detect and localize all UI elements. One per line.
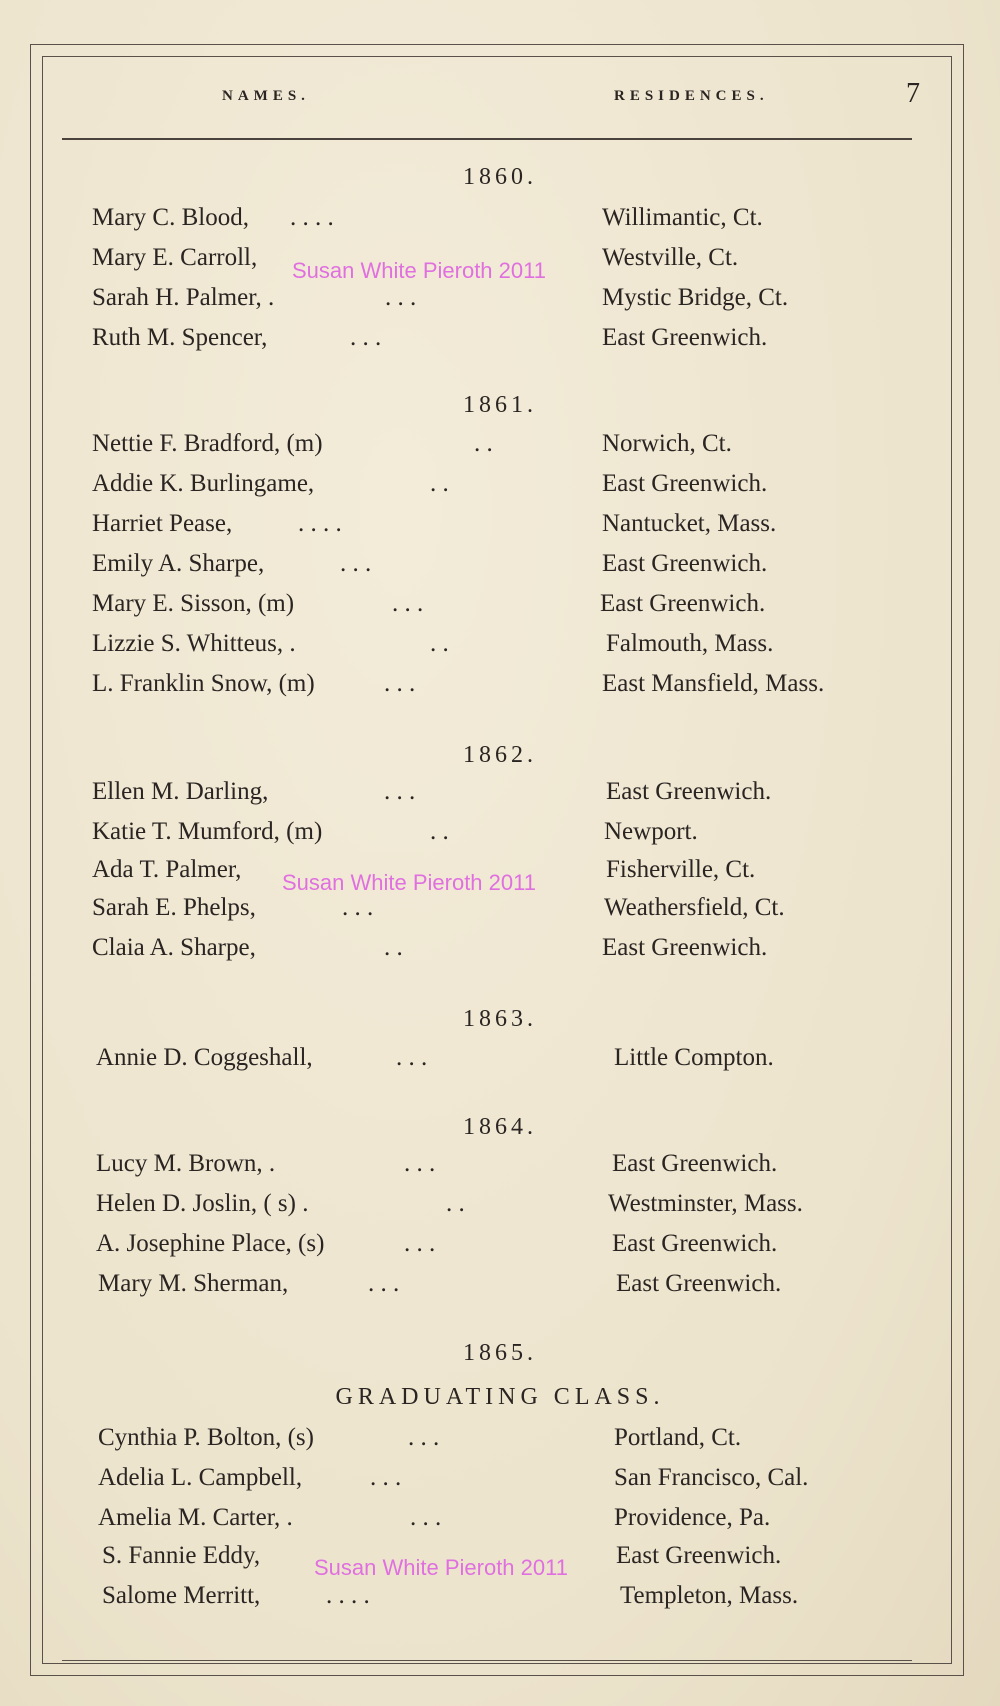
student-name: Nettie F. Bradford, (m) bbox=[92, 430, 323, 457]
leader-dots: . . . bbox=[404, 1150, 436, 1177]
leader-dots: . . bbox=[430, 818, 449, 845]
table-row bbox=[0, 1464, 1000, 1500]
residence: East Greenwich. bbox=[606, 778, 772, 805]
table-row bbox=[0, 894, 1000, 930]
table-row bbox=[0, 1582, 1000, 1618]
student-name: Ruth M. Spencer, bbox=[92, 324, 268, 351]
residence: Portland, Ct. bbox=[614, 1424, 742, 1451]
bottom-rule bbox=[62, 1660, 912, 1661]
student-name: Mary E. Sisson, (m) bbox=[92, 590, 295, 617]
leader-dots: . . . . bbox=[326, 1582, 370, 1609]
residence: East Mansfield, Mass. bbox=[602, 670, 825, 697]
leader-dots: . . . bbox=[384, 670, 416, 697]
leader-dots: . . . bbox=[392, 590, 424, 617]
residence: East Greenwich. bbox=[602, 934, 768, 961]
table-row bbox=[0, 590, 1000, 626]
residence: Newport. bbox=[604, 818, 698, 845]
student-name: Mary E. Carroll, bbox=[92, 244, 258, 271]
table-row bbox=[0, 1504, 1000, 1540]
student-name: Emily A. Sharpe, bbox=[92, 550, 265, 577]
residence: East Greenwich. bbox=[616, 1542, 782, 1569]
residence: Nantucket, Mass. bbox=[602, 510, 777, 537]
leader-dots: . . . bbox=[385, 284, 417, 311]
year-heading-1860: 1860. bbox=[463, 164, 537, 190]
student-name: Addie K. Burlingame, bbox=[92, 470, 315, 497]
table-row bbox=[0, 1044, 1000, 1080]
year-heading-1864: 1864. bbox=[463, 1114, 537, 1140]
residence: East Greenwich. bbox=[616, 1270, 782, 1297]
leader-dots: . . . . bbox=[290, 204, 334, 231]
student-name: Amelia M. Carter, . bbox=[98, 1504, 293, 1531]
table-row bbox=[0, 430, 1000, 466]
table-row bbox=[0, 1270, 1000, 1306]
leader-dots: . . bbox=[430, 630, 449, 657]
leader-dots: . . . bbox=[384, 778, 416, 805]
student-name: Ada T. Palmer, bbox=[92, 856, 242, 883]
leader-dots: . . bbox=[474, 430, 493, 457]
residence: East Greenwich. bbox=[600, 590, 766, 617]
student-name: S. Fannie Eddy, bbox=[102, 1542, 261, 1569]
student-name: Claia A. Sharpe, bbox=[92, 934, 256, 961]
student-name: Lucy M. Brown, . bbox=[96, 1150, 276, 1177]
student-name: Adelia L. Campbell, bbox=[98, 1464, 303, 1491]
residence: Little Compton. bbox=[614, 1044, 774, 1071]
leader-dots: . . . bbox=[370, 1464, 402, 1491]
student-name: Annie D. Coggeshall, bbox=[96, 1044, 313, 1071]
year-heading-1861: 1861. bbox=[463, 392, 537, 418]
table-row bbox=[0, 1190, 1000, 1226]
watermark: Susan White Pieroth 2011 bbox=[292, 258, 546, 283]
watermark: Susan White Pieroth 2011 bbox=[282, 870, 536, 895]
table-row bbox=[0, 550, 1000, 586]
residence: San Francisco, Cal. bbox=[614, 1464, 809, 1491]
residence: Westville, Ct. bbox=[602, 244, 739, 271]
graduating-class-heading: GRADUATING CLASS. bbox=[335, 1384, 665, 1410]
year-heading-1865: 1865. bbox=[463, 1340, 537, 1366]
table-row bbox=[0, 284, 1000, 320]
table-row bbox=[0, 470, 1000, 506]
student-name: Lizzie S. Whitteus, . bbox=[92, 630, 296, 657]
leader-dots: . . . bbox=[342, 894, 374, 921]
residence: Fisherville, Ct. bbox=[606, 856, 756, 883]
student-name: A. Josephine Place, (s) bbox=[96, 1230, 325, 1257]
residence: East Greenwich. bbox=[612, 1230, 778, 1257]
leader-dots: . . . bbox=[340, 550, 372, 577]
table-row bbox=[0, 630, 1000, 666]
residence: Mystic Bridge, Ct. bbox=[602, 284, 789, 311]
student-name: Harriet Pease, bbox=[92, 510, 233, 537]
residence: Westminster, Mass. bbox=[608, 1190, 803, 1217]
leader-dots: . . bbox=[446, 1190, 465, 1217]
leader-dots: . . bbox=[384, 934, 403, 961]
residence: East Greenwich. bbox=[612, 1150, 778, 1177]
table-row bbox=[0, 324, 1000, 360]
names-column-header: NAMES. bbox=[222, 88, 310, 104]
residence: Weathersfield, Ct. bbox=[604, 894, 785, 921]
table-row bbox=[0, 204, 1000, 240]
student-name: Ellen M. Darling, bbox=[92, 778, 269, 805]
residence: East Greenwich. bbox=[602, 550, 768, 577]
table-row bbox=[0, 670, 1000, 706]
year-heading-1862: 1862. bbox=[463, 742, 537, 768]
student-name: Katie T. Mumford, (m) bbox=[92, 818, 323, 845]
residences-column-header: RESIDENCES. bbox=[614, 88, 769, 104]
year-heading-1863: 1863. bbox=[463, 1006, 537, 1032]
page-number: 7 bbox=[906, 78, 920, 109]
residence: Templeton, Mass. bbox=[620, 1582, 799, 1609]
residence: Providence, Pa. bbox=[614, 1504, 771, 1531]
leader-dots: . . bbox=[430, 470, 449, 497]
student-name: Sarah H. Palmer, . bbox=[92, 284, 275, 311]
leader-dots: . . . bbox=[350, 324, 382, 351]
student-name: Salome Merritt, bbox=[102, 1582, 261, 1609]
header-rule bbox=[62, 138, 912, 140]
residence: Willimantic, Ct. bbox=[602, 204, 763, 231]
leader-dots: . . . . bbox=[298, 510, 342, 537]
watermark: Susan White Pieroth 2011 bbox=[314, 1555, 568, 1580]
table-row bbox=[0, 778, 1000, 814]
leader-dots: . . . bbox=[410, 1504, 442, 1531]
leader-dots: . . . bbox=[396, 1044, 428, 1071]
residence: Norwich, Ct. bbox=[602, 430, 732, 457]
student-name: Sarah E. Phelps, bbox=[92, 894, 256, 921]
residence: East Greenwich. bbox=[602, 324, 768, 351]
table-row bbox=[0, 934, 1000, 970]
student-name: Cynthia P. Bolton, (s) bbox=[98, 1424, 314, 1451]
leader-dots: . . . bbox=[368, 1270, 400, 1297]
table-row bbox=[0, 510, 1000, 546]
table-row bbox=[0, 1150, 1000, 1186]
residence: Falmouth, Mass. bbox=[606, 630, 774, 657]
table-row bbox=[0, 1230, 1000, 1266]
student-name: Helen D. Joslin, ( s) . bbox=[96, 1190, 309, 1217]
student-name: Mary M. Sherman, bbox=[98, 1270, 289, 1297]
residence: East Greenwich. bbox=[602, 470, 768, 497]
leader-dots: . . . bbox=[404, 1230, 436, 1257]
leader-dots: . . . bbox=[408, 1424, 440, 1451]
table-row bbox=[0, 818, 1000, 854]
table-row bbox=[0, 1424, 1000, 1460]
student-name: Mary C. Blood, bbox=[92, 204, 249, 231]
student-name: L. Franklin Snow, (m) bbox=[92, 670, 315, 697]
